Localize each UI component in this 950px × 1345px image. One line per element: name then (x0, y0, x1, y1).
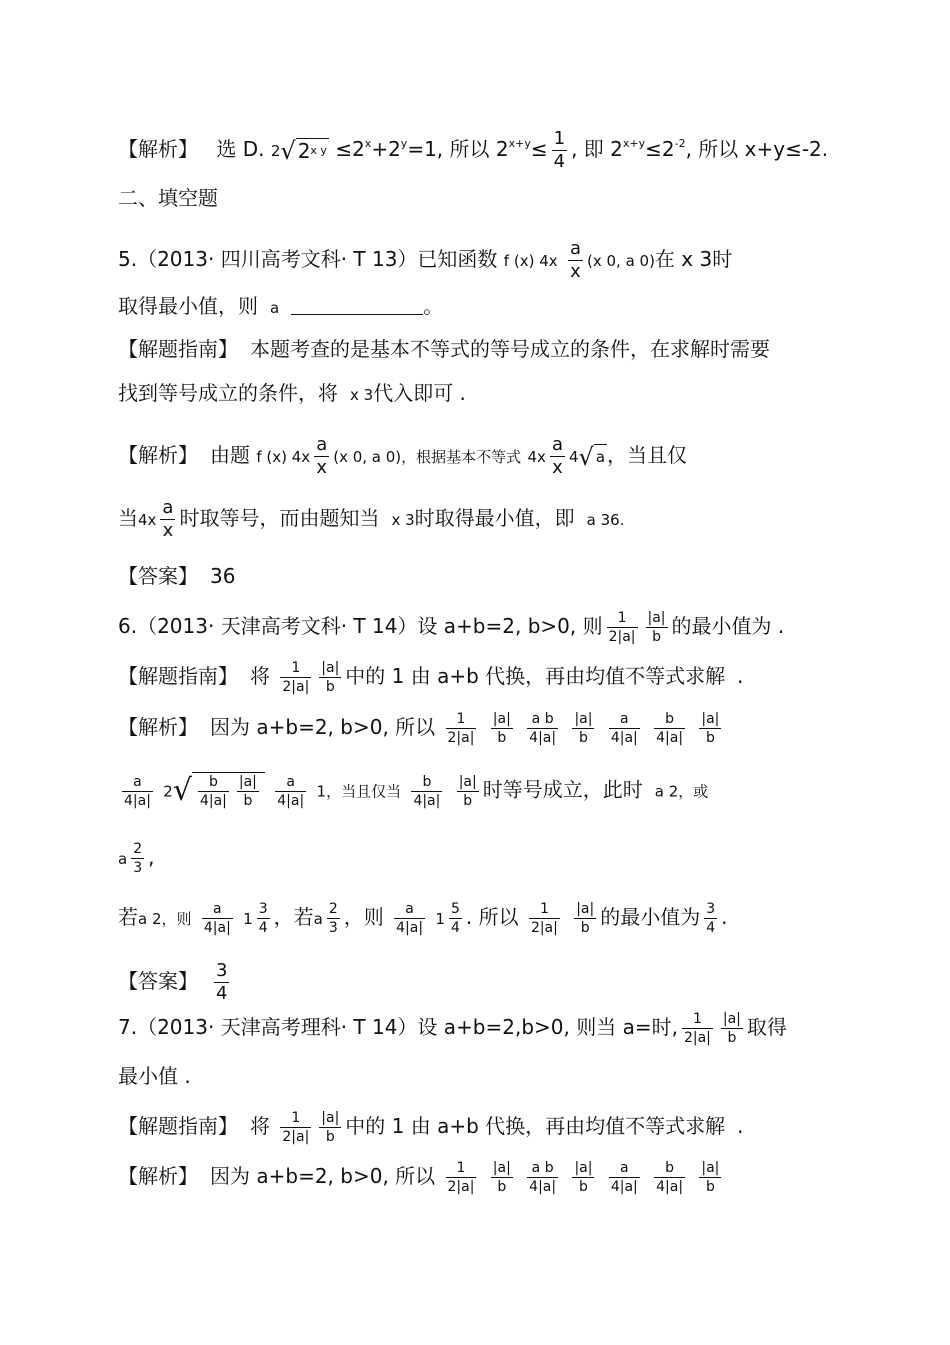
num: b (665, 711, 675, 727)
num: a (286, 773, 295, 790)
num: |a| (321, 1110, 340, 1126)
text: f (x) 4x (256, 448, 311, 466)
text: 2 (163, 782, 173, 801)
fraction (699, 710, 721, 747)
num: a (551, 434, 563, 455)
text: 若 (118, 905, 138, 929)
text: +2 (371, 137, 401, 161)
den: 4|a| (529, 730, 557, 746)
den: 2|a| (447, 730, 475, 746)
num: 1 (456, 1160, 466, 1176)
text: (x 0, a 0) (587, 252, 655, 270)
text: 5.（2013· 四川高考文科· T 13）已知函数 (118, 247, 498, 271)
p6-analysis-4 (118, 900, 728, 937)
text: 将 (250, 664, 270, 688)
text: 4 (568, 448, 579, 466)
text: . 所以 (465, 905, 519, 929)
den: 2|a| (282, 679, 310, 695)
text: 6.（2013· 天津高考文科· T 14）设 a+b=2, b>0, 则 (118, 614, 603, 638)
text: a 2，则 (138, 910, 192, 928)
fraction (446, 1159, 477, 1196)
p6-guide (118, 659, 744, 696)
den: 4 (216, 983, 228, 1004)
den: 2|a| (282, 1129, 310, 1145)
sqrt: √ 2 x y (280, 136, 327, 165)
analysis-line-1 (118, 128, 828, 173)
den: 4|a| (277, 792, 305, 809)
text: 。 (423, 294, 444, 318)
tag: 【解题指南】 (118, 1114, 238, 1138)
den: 4|a| (656, 730, 684, 746)
fraction (529, 900, 560, 937)
den: 4|a| (396, 920, 424, 936)
fraction (327, 900, 340, 937)
text: a (270, 299, 280, 317)
num: |a| (574, 711, 593, 727)
den: 2|a| (447, 1179, 475, 1195)
text: =1, 所以 2 (407, 137, 509, 161)
den: x (162, 520, 174, 541)
fraction (491, 1159, 513, 1196)
answer-value: 36 (210, 564, 236, 588)
text: 1 (435, 910, 445, 928)
sqrt: √ a (578, 442, 606, 471)
den: 4 (258, 920, 268, 936)
text: a (118, 850, 128, 868)
fraction (527, 710, 558, 747)
p7-statement-2 (118, 1064, 191, 1088)
text: ，则 (343, 905, 384, 929)
num: 1 (692, 1011, 702, 1027)
fraction (280, 1109, 311, 1146)
p5-guide-1 (118, 337, 770, 361)
text: x 3 (391, 511, 415, 529)
num: a (162, 497, 174, 518)
text: 最小值 . (118, 1064, 191, 1088)
fraction (449, 900, 462, 937)
den: 4 (706, 920, 716, 936)
num: a (316, 434, 328, 455)
fraction (574, 900, 596, 937)
num: 1 (617, 610, 627, 626)
num: |a| (701, 1160, 720, 1176)
text: 在 x 3时 (654, 247, 733, 271)
den: b (325, 679, 335, 695)
section-title: 二、填空题 (118, 186, 218, 210)
den: 4|a| (203, 920, 231, 936)
fraction (704, 900, 717, 937)
den: b (579, 730, 588, 746)
den: x (316, 457, 328, 478)
fraction (552, 128, 567, 173)
num: |a| (492, 1160, 511, 1176)
text: , 所以 x+y≤-2. (685, 137, 829, 161)
den: b (652, 629, 661, 645)
num: 5 (450, 901, 460, 917)
den: 2|a| (608, 629, 636, 645)
text: 中的 1 由 a+b 代换，再由均值不等式求解 (345, 1114, 726, 1138)
text: f (x) 4x (503, 252, 558, 270)
den: 3 (328, 920, 338, 936)
fraction (280, 659, 311, 696)
num: |a| (722, 1011, 741, 1027)
num: 1 (539, 901, 549, 917)
fraction (394, 900, 425, 937)
den: 4 (553, 151, 566, 172)
den: b (463, 792, 473, 809)
text: 2 (270, 142, 281, 160)
text: 时取得最小值，即 (414, 506, 575, 530)
text: ≤2 (335, 137, 365, 161)
answer-fraction (214, 960, 229, 1005)
fraction (572, 710, 594, 747)
fraction (122, 773, 153, 810)
num: |a| (492, 711, 511, 727)
fraction (257, 900, 270, 937)
sup: x+y (508, 137, 531, 150)
num: a (405, 901, 414, 917)
den: 4|a| (413, 792, 441, 809)
num: b (665, 1160, 675, 1176)
fraction (609, 710, 640, 747)
fraction (682, 1010, 713, 1047)
den: x (570, 261, 581, 282)
num: |a| (321, 660, 340, 676)
den: x (552, 457, 563, 478)
fraction (319, 1109, 341, 1146)
fraction (646, 609, 668, 646)
tag: 【解题指南】 (118, 337, 238, 361)
text: ，当且仅 (607, 443, 688, 467)
den: 4|a| (610, 1179, 638, 1195)
text: a (313, 910, 323, 928)
text: 7.（2013· 天津高考理科· T 14）设 a+b=2,b>0, 则当 a=时, (118, 1015, 678, 1039)
den: b (579, 1179, 588, 1195)
num: |a| (574, 1160, 593, 1176)
text: a 36. (586, 511, 625, 529)
p5-answer (118, 564, 235, 588)
num: |a| (238, 774, 257, 790)
fraction (721, 1010, 743, 1047)
p6-analysis-1 (118, 710, 725, 747)
tag: 【解析】 (118, 137, 198, 161)
text: a 2，或 (654, 782, 709, 801)
p7-analysis-1 (118, 1159, 725, 1196)
fraction (319, 659, 341, 696)
text: 时取等号，而由题知当 (179, 506, 380, 530)
den: b (580, 920, 590, 936)
fraction (550, 434, 565, 479)
fraction (457, 773, 479, 810)
text: ≤ (530, 137, 548, 161)
text: 由题 (210, 443, 250, 467)
den: b (705, 730, 715, 746)
text: 的最小值为 . (671, 614, 785, 638)
text: 当 (118, 506, 138, 530)
den: b (705, 1179, 715, 1195)
num: 1 (456, 711, 466, 727)
fraction (654, 1159, 685, 1196)
text: 选 D. (216, 137, 265, 161)
fraction (202, 900, 233, 937)
tag: 【解析】 (118, 715, 198, 739)
sup: y (400, 137, 408, 150)
den: 4|a| (656, 1179, 684, 1195)
num: a (569, 238, 582, 259)
fraction (275, 773, 306, 810)
fraction (491, 710, 513, 747)
fraction (160, 497, 175, 542)
fraction (654, 710, 685, 747)
den: b (325, 1129, 335, 1145)
text: 4x (527, 448, 546, 466)
fraction (314, 434, 329, 479)
num: |a| (576, 901, 595, 917)
num: 1 (553, 128, 566, 149)
den: 4|a| (124, 792, 151, 809)
p5-statement-2 (118, 294, 443, 320)
text: a (594, 444, 607, 469)
fraction (568, 238, 583, 283)
fraction (699, 1159, 721, 1196)
text: 的最小值为 (600, 905, 701, 929)
num: a (133, 773, 142, 790)
tag: 【解析】 (118, 1164, 198, 1188)
fraction (609, 1159, 640, 1196)
num: a b (531, 1160, 554, 1176)
section-heading (118, 186, 218, 210)
num: b (208, 774, 218, 790)
text: 取得最小值，则 (118, 294, 258, 318)
fraction (237, 773, 259, 810)
num: 3 (216, 960, 228, 981)
fraction (131, 840, 144, 877)
fraction (527, 1159, 558, 1196)
p6-answer (118, 960, 233, 1005)
fraction (411, 773, 442, 810)
text: . (737, 1114, 744, 1138)
p5-analysis-2 (118, 497, 624, 542)
den: 2|a| (530, 920, 558, 936)
fraction (198, 773, 229, 810)
num: b (422, 773, 432, 790)
text: 1 (243, 910, 253, 928)
den: b (497, 730, 507, 746)
answer-blank (291, 298, 423, 315)
num: 2 (133, 841, 143, 857)
text: 4x (138, 511, 157, 529)
tag: 【解题指南】 (118, 664, 238, 688)
num: 1 (291, 660, 301, 676)
p5-statement (118, 238, 732, 283)
den: b (243, 793, 253, 809)
text: ≤2 (645, 137, 675, 161)
p6-statement (118, 609, 784, 646)
text: 找到等号成立的条件，将 (118, 381, 338, 405)
text: ，若 (273, 905, 314, 929)
num: 3 (706, 901, 716, 917)
p7-statement (118, 1010, 787, 1047)
num: |a| (701, 711, 720, 727)
text: , 即 2 (571, 137, 623, 161)
den: b (727, 1030, 737, 1046)
text: 本题考查的是基本不等式的等号成立的条件，在求解时需要 (250, 337, 770, 361)
text: 因为 a+b=2, b>0, 所以 (210, 1164, 436, 1188)
text: 1，当且仅当 (316, 782, 402, 801)
den: 4|a| (529, 1179, 557, 1195)
text: 取得 (746, 1015, 787, 1039)
text: . (721, 905, 728, 929)
num: 2 (328, 901, 338, 917)
den: 4 (450, 920, 460, 936)
num: 3 (258, 901, 268, 917)
num: a (619, 1160, 629, 1176)
p5-analysis-1 (118, 434, 687, 479)
p6-analysis-2 (118, 772, 708, 810)
text: 中的 1 由 a+b 代换，再由均值不等式求解 (345, 664, 726, 688)
p7-guide (118, 1109, 744, 1146)
sqrt: √ $\frac{b}{4|a|}$ $\frac{|a|}{b}$ (173, 772, 265, 810)
num: a b (531, 711, 554, 727)
num: |a| (647, 610, 666, 626)
text: (x 0, a 0)，根据基本不等式 (333, 448, 522, 466)
tag: 【答案】 (118, 969, 198, 993)
tag: 【答案】 (118, 564, 198, 588)
num: a (213, 901, 222, 917)
tag: 【解析】 (118, 443, 198, 467)
den: b (497, 1179, 507, 1195)
p5-guide-2 (118, 381, 466, 407)
num: |a| (458, 773, 477, 790)
text: 代入即可 . (373, 381, 466, 405)
num: 1 (291, 1110, 301, 1126)
den: 3 (133, 860, 143, 876)
fraction (572, 1159, 594, 1196)
text: x 3 (350, 386, 374, 404)
fraction (607, 609, 638, 646)
text: , (148, 845, 155, 869)
den: 4|a| (199, 793, 227, 809)
den: 4|a| (610, 730, 638, 746)
text: 2 (297, 139, 311, 163)
fraction (446, 710, 477, 747)
sup: -2 (674, 137, 686, 150)
text: 将 (250, 1114, 270, 1138)
sup: x (364, 137, 372, 150)
text: . (737, 664, 744, 688)
den: 2|a| (683, 1030, 711, 1046)
num: a (619, 711, 629, 727)
p6-analysis-3 (118, 840, 154, 877)
text: 时等号成立，此时 (482, 777, 643, 802)
text: 因为 a+b=2, b>0, 所以 (210, 715, 436, 739)
sup: x+y (622, 137, 646, 150)
